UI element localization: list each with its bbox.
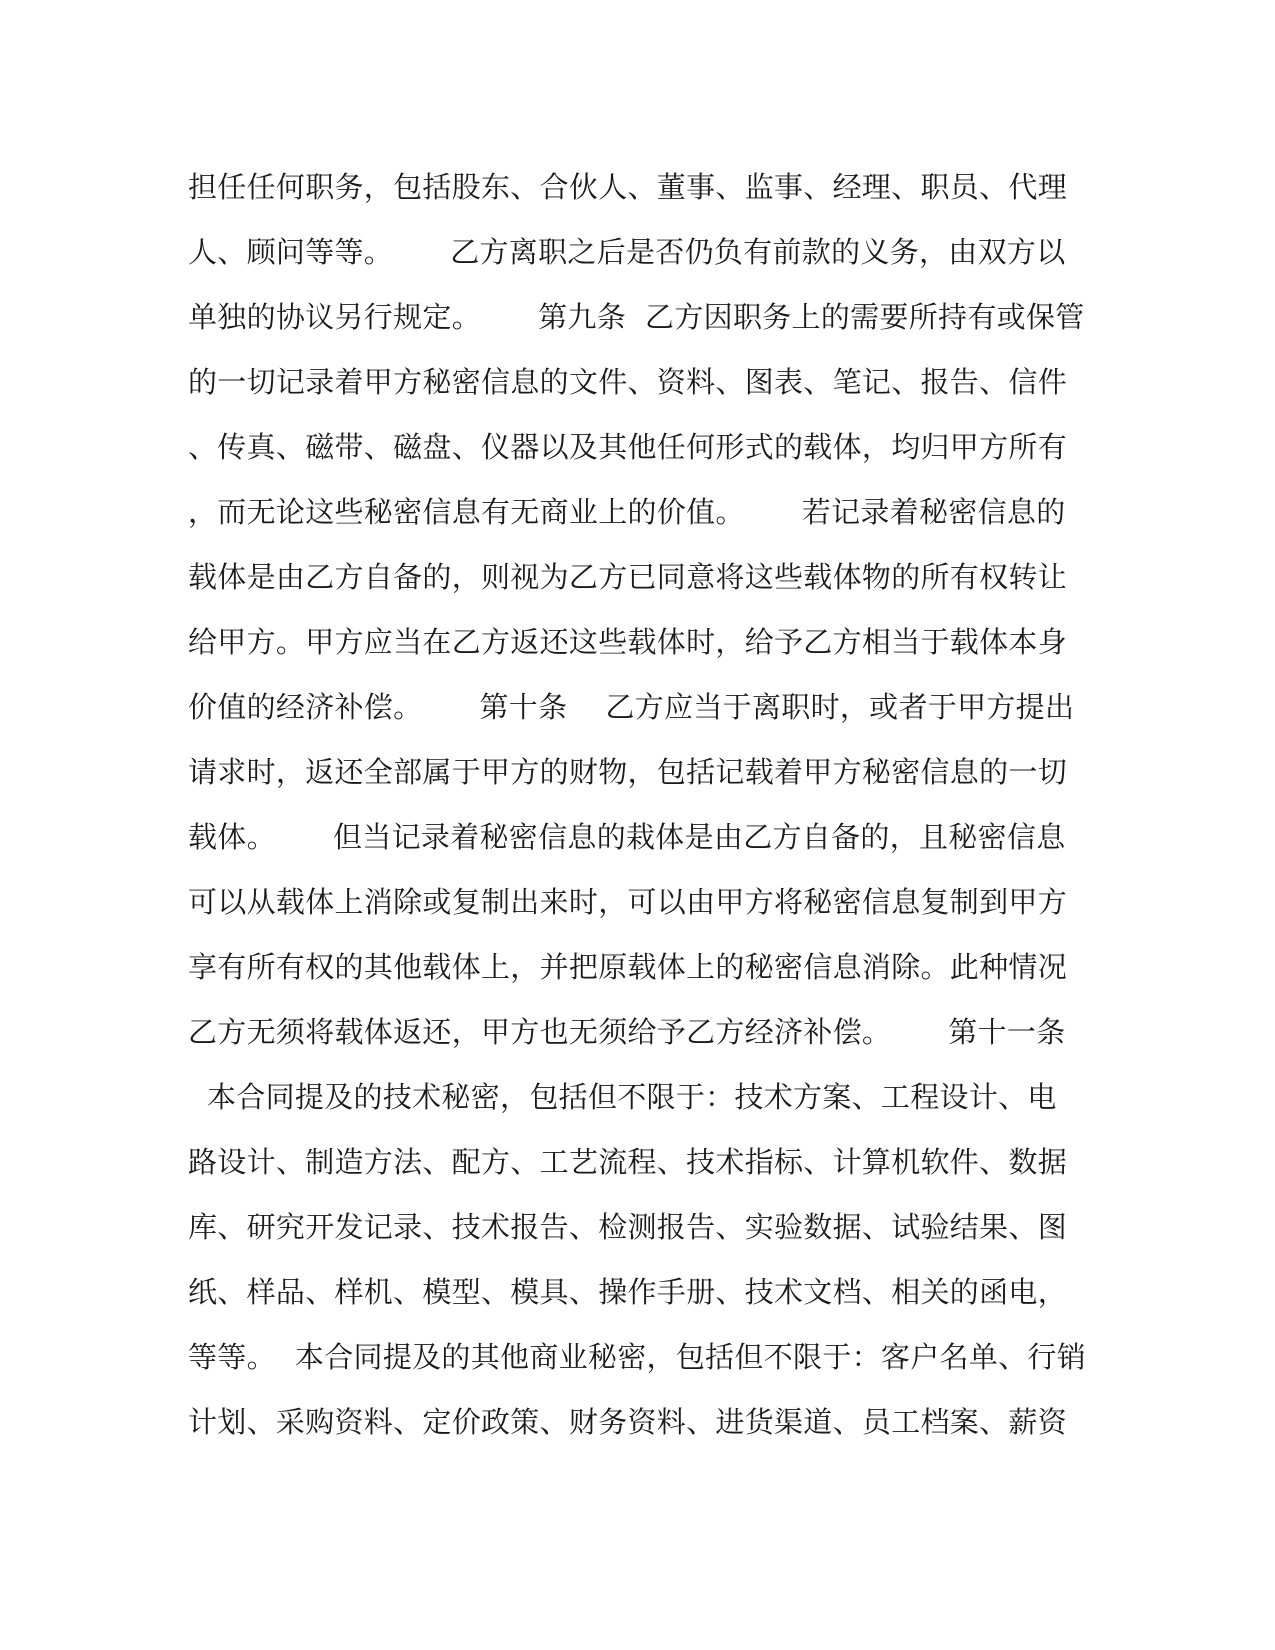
- text-line: 本合同提及的技术秘密，包括但不限于：技术方案、工程设计、电: [188, 1080, 1057, 1114]
- text-line: 单独的协议另行规定。 第九条 乙方因职务上的需要所持有或保管: [188, 300, 1085, 334]
- text-line: 乙方无须将载体返还，甲方也无须给予乙方经济补偿。 第十一条: [188, 1015, 1066, 1049]
- text-line: 载体是由乙方自备的，则视为乙方已同意将这些载体物的所有权转让: [188, 560, 1068, 594]
- text-line: 、传真、磁带、磁盘、仪器以及其他任何形式的载体，均归甲方所有: [188, 430, 1068, 464]
- contract-text-body: [188, 162, 1088, 1462]
- text-line: 给甲方。甲方应当在乙方返还这些载体时，给予乙方相当于载体本身: [188, 625, 1068, 659]
- text-line: 路设计、制造方法、配方、工艺流程、技术指标、计算机软件、数据: [188, 1145, 1068, 1179]
- text-line: 纸、样品、样机、模型、模具、操作手册、技术文档、相关的函电，: [188, 1275, 1068, 1309]
- text-line: 的一切记录着甲方秘密信息的文件、资料、图表、笔记、报告、信件: [188, 365, 1068, 399]
- text-line: 载体。 但当记录着秘密信息的栽体是由乙方自备的，且秘密信息: [188, 820, 1066, 854]
- text-line: 人、顾问等等。 乙方离职之后是否仍负有前款的义务，由双方以: [188, 235, 1066, 269]
- text-line: 等等。 本合同提及的其他商业秘密，包括但不限于：客户名单、行销: [188, 1340, 1087, 1374]
- text-line: 价值的经济补偿。 第十条 乙方应当于离职时，或者于甲方提出: [188, 690, 1075, 724]
- text-line: 可以从载体上消除或复制出来时，可以由甲方将秘密信息复制到甲方: [188, 885, 1068, 919]
- text-line: ，而无论这些秘密信息有无商业上的价值。 若记录着秘密信息的: [188, 495, 1066, 529]
- text-line: 计划、采购资料、定价政策、财务资料、进货渠道、员工档案、薪资: [188, 1405, 1068, 1439]
- text-line: 库、研究开发记录、技术报告、检测报告、实验数据、试验结果、图: [188, 1210, 1068, 1244]
- text-line: 担任任何职务，包括股东、合伙人、董事、监事、经理、职员、代理: [188, 170, 1068, 204]
- text-line: 请求时，返还全部属于甲方的财物，包括记载着甲方秘密信息的一切: [188, 755, 1068, 789]
- text-line: 享有所有权的其他载体上，并把原载体上的秘密信息消除。此种情况: [188, 950, 1068, 984]
